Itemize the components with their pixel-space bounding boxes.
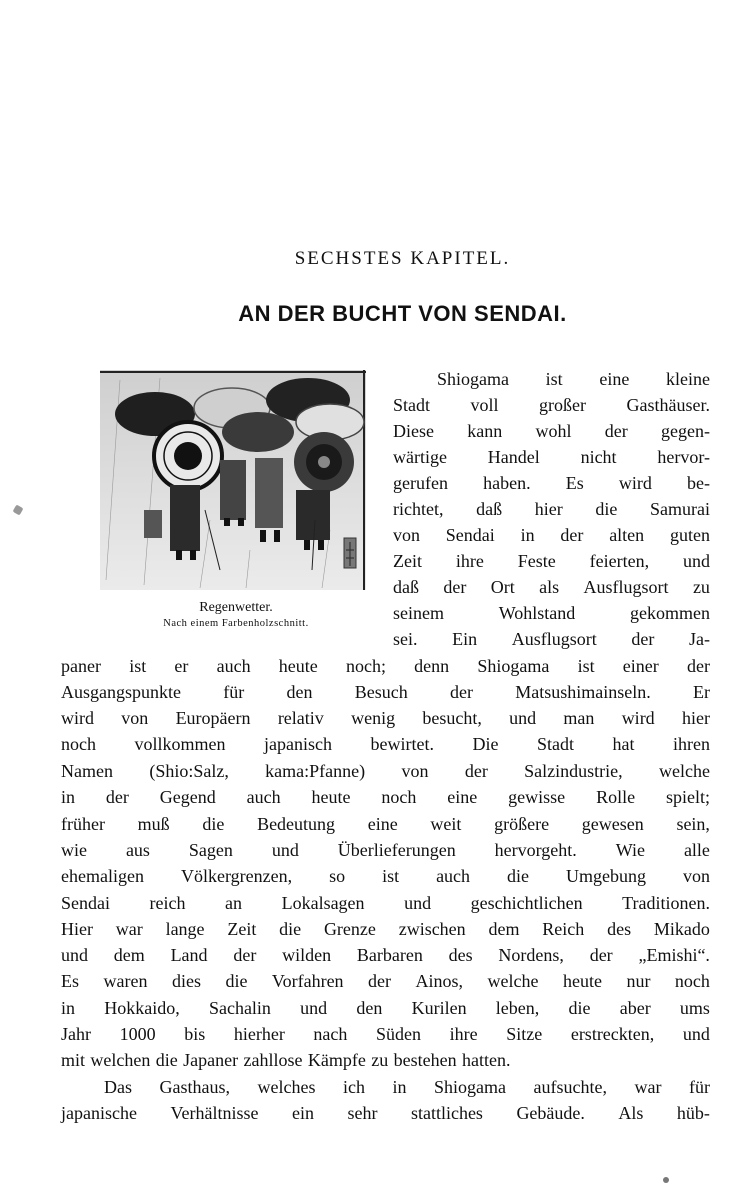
text-line: Jahr 1000 bis hierher nach Süden ihre Sitze erstreckten, und — [61, 1024, 710, 1044]
text-line: Namen (Shio:Salz, kama:Pfanne) von der Salzindustrie, welche — [61, 761, 710, 781]
text-line: Zeit ihre Feste feierten, und — [393, 551, 710, 571]
text-line: in Hokkaido, Sachalin und den Kurilen leben, die aber ums — [61, 998, 710, 1018]
woodcut-illustration — [100, 370, 366, 590]
scan-dot — [663, 1177, 669, 1183]
text-line: noch vollkommen japanisch bewirtet. Die Stadt hat ihren — [61, 734, 710, 754]
text-line: ehemaligen Völkergrenzen, so ist auch die Umgebung von — [61, 866, 710, 886]
caption-title: Regenwetter. — [199, 600, 273, 615]
text-line: wie aus Sagen und Überlieferungen hervorgeht. Wie alle — [61, 840, 710, 860]
text-line: seinem Wohlstand gekommen — [393, 603, 710, 623]
text-line: mit welchen die Japaner zahllose Kämpfe zu bestehen hatten. — [61, 1050, 511, 1070]
text-line: Diese kann wohl der gegen- — [393, 421, 710, 441]
text-line: Stadt voll großer Gasthäuser. — [393, 395, 710, 415]
text-line: sei. Ein Ausflugsort der Ja- — [393, 629, 710, 649]
text-line: Sendai reich an Lokalsagen und geschichtlichen Traditionen. — [61, 893, 710, 913]
text-line: Es waren dies die Vorfahren der Ainos, welche heute nur noch — [61, 971, 710, 991]
text-line: von Sendai in der alten guten — [393, 525, 710, 545]
text-line: richtet, daß hier die Samurai — [393, 499, 710, 519]
figure-caption — [96, 599, 376, 631]
text-line: japanische Verhältnisse ein sehr stattliches Gebäude. Als hüb- — [61, 1103, 710, 1123]
text-line: Hier war lange Zeit die Grenze zwischen dem Reich des Mikado — [61, 919, 710, 939]
text-line: wärtige Handel nicht hervor- — [393, 447, 710, 467]
text-line: Das Gasthaus, welches ich in Shiogama aufsuchte, war für — [104, 1077, 710, 1097]
text-line: früher muß die Bedeutung eine weit größere gewesen sein, — [61, 814, 710, 834]
text-line: Shiogama ist eine kleine — [437, 369, 710, 389]
text-line: und dem Land der wilden Barbaren des Nordens, der „Emishi“. — [61, 945, 710, 965]
caption-credit: Nach einem Farbenholzschnitt. — [163, 618, 309, 629]
text-line: paner ist er auch heute noch; denn Shiogama ist einer der — [61, 656, 710, 676]
chapter-label: SECHSTES KAPITEL. — [294, 248, 511, 269]
text-line: daß der Ort als Ausflugsort zu — [393, 577, 710, 597]
text-line: Ausgangspunkte für den Besuch der Matsushimainseln. Er — [61, 682, 710, 702]
text-line: gerufen haben. Es wird be- — [393, 473, 710, 493]
scan-speck — [13, 505, 24, 516]
chapter-title: AN DER BUCHT VON SENDAI. — [238, 301, 567, 326]
text-line: in der Gegend auch heute noch eine gewisse Rolle spielt; — [61, 787, 710, 807]
text-line: wird von Europäern relativ wenig besucht, und man wird hier — [61, 708, 710, 728]
